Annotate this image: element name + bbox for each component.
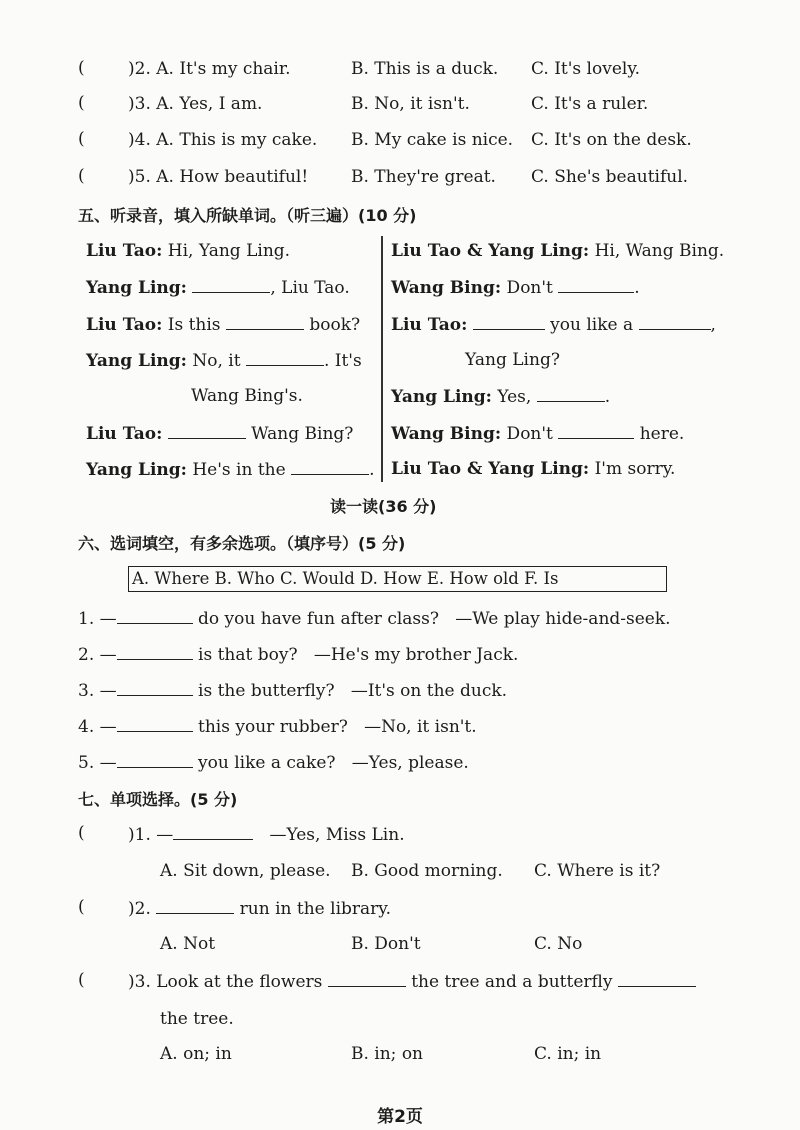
question-text	[128, 897, 391, 920]
option-a: A. This is my cake.	[156, 130, 318, 150]
option-b: B. in; on	[351, 1044, 424, 1064]
speaker-label: Wang Bing:	[391, 424, 502, 444]
dialogue-text: , Liu Tao.	[270, 278, 350, 298]
option-c: C. It's a ruler.	[531, 94, 649, 114]
question-text: is the butterfly?	[198, 681, 335, 701]
option-a: A. Yes, I am.	[156, 94, 263, 114]
read-heading: 读一读(36 分)	[330, 497, 437, 516]
page-number: 第2页	[377, 1107, 423, 1127]
list-item	[78, 607, 671, 630]
option-c: C. in; in	[534, 1044, 602, 1064]
answer-blank[interactable]	[558, 422, 634, 439]
word-bank-options: A. Where B. Who C. Would D. How E. How old F. Is	[132, 569, 559, 588]
dialogue-text: I'm sorry.	[589, 459, 676, 479]
answer-blank[interactable]	[537, 385, 605, 402]
option-b: B. Good morning.	[351, 861, 503, 881]
answer-paren: (	[78, 823, 85, 843]
speaker-label: Liu Tao:	[86, 424, 163, 444]
item-number-option-a	[128, 58, 291, 80]
answer-paren: (	[78, 166, 85, 186]
dialogue-line	[391, 458, 675, 480]
option-b: B. Don't	[351, 934, 421, 954]
answer-blank[interactable]	[246, 349, 324, 366]
answer-paren: (	[78, 970, 85, 990]
option-c: C. Where is it?	[534, 861, 661, 881]
speaker-label: Liu Tao & Yang Ling:	[391, 241, 590, 261]
answer-blank[interactable]	[328, 970, 406, 987]
option-b: B. They're great.	[351, 167, 496, 187]
speaker-label: Yang Ling:	[86, 278, 187, 298]
answer-blank[interactable]	[639, 313, 711, 330]
item-number-option-a	[128, 166, 308, 188]
answer-blank[interactable]	[226, 313, 304, 330]
option-c: C. She's beautiful.	[531, 167, 689, 187]
item-number-option-a	[128, 93, 262, 115]
answer-blank[interactable]	[558, 276, 634, 293]
option-b: B. No, it isn't.	[351, 94, 470, 114]
item-number-option-a	[128, 129, 317, 151]
dialogue-line: Wang Bing's.	[191, 386, 303, 406]
question-text: is that boy?	[198, 645, 298, 665]
option-c: C. It's lovely.	[531, 59, 641, 79]
dialogue-text: .	[604, 387, 611, 407]
answer-text: —Yes, please.	[351, 753, 469, 773]
answer-blank[interactable]	[618, 970, 696, 987]
list-item	[78, 679, 507, 702]
dialogue-text: Don't	[501, 278, 553, 298]
answer-blank[interactable]	[117, 643, 193, 660]
section6-title: 六、选词填空，有多余选项。（填序号）(5 分)	[78, 534, 406, 553]
speaker-label: Liu Tao:	[86, 315, 163, 335]
answer-text: —It's on the duck.	[350, 681, 508, 701]
dialogue-text: here.	[639, 424, 685, 444]
dialogue-text: Is this	[162, 315, 221, 335]
dialogue-text: you like a	[550, 315, 634, 335]
answer-blank[interactable]	[117, 607, 193, 624]
dialogue-text: . It's	[323, 351, 362, 371]
speaker-label: Liu Tao:	[391, 315, 468, 335]
item-number: )3. Look at the flowers	[128, 972, 323, 992]
list-item	[78, 751, 469, 774]
dialogue-line	[391, 240, 724, 262]
question-text-cont: the tree.	[160, 1009, 234, 1029]
answer-text: —He's my brother Jack.	[313, 645, 519, 665]
answer-paren: (	[78, 58, 85, 78]
item-number: 2. —	[78, 645, 117, 665]
option-b: B. My cake is nice.	[351, 130, 514, 150]
answer-blank[interactable]	[291, 458, 369, 475]
word-bank-box	[128, 566, 667, 592]
dialogue-text: book?	[309, 315, 361, 335]
dialogue-text: Yes,	[491, 387, 532, 407]
answer-blank[interactable]	[117, 679, 193, 696]
answer-blank[interactable]	[168, 422, 246, 439]
question-text-rest: run in the library.	[239, 899, 392, 919]
dialogue-line	[86, 422, 353, 445]
question-text: you like a cake?	[198, 753, 336, 773]
item-number: )1. —	[128, 825, 174, 845]
dialogue-line	[86, 276, 350, 299]
item-number: 1. —	[78, 609, 117, 629]
question-text: do you have fun after class?	[198, 609, 439, 629]
dialogue-text: .	[634, 278, 640, 298]
speaker-label: Liu Tao & Yang Ling:	[391, 459, 590, 479]
dialogue-line	[391, 276, 640, 299]
question-text: this your rubber?	[198, 717, 348, 737]
dialogue-text: No, it	[186, 351, 241, 371]
answer-text: —We play hide-and-seek.	[455, 609, 671, 629]
option-c: C. No	[534, 934, 583, 954]
speaker-label: Wang Bing:	[391, 278, 502, 298]
dialogue-line	[86, 349, 362, 372]
speaker-label: Yang Ling:	[86, 460, 187, 480]
item-number: 3. —	[78, 681, 117, 701]
option-a: A. Sit down, please.	[160, 861, 331, 881]
dialogue-line	[391, 422, 684, 445]
answer-paren: (	[78, 129, 85, 149]
list-item	[78, 715, 477, 738]
answer-text: —Yes, Miss Lin.	[269, 825, 405, 845]
option-b: B. This is a duck.	[351, 59, 499, 79]
dialogue-line	[86, 240, 290, 262]
dialogue-line: Yang Ling?	[465, 350, 560, 370]
option-c: C. It's on the desk.	[531, 130, 692, 150]
item-number: )4.	[128, 130, 151, 150]
question-text-mid: the tree and a butterfly	[411, 972, 613, 992]
item-number: 5. —	[78, 753, 117, 773]
answer-paren: (	[78, 93, 85, 113]
item-number: )2.	[128, 899, 151, 919]
option-a: A. Not	[160, 934, 216, 954]
dialogue-line	[86, 313, 360, 336]
dialogue-line	[86, 458, 374, 481]
dialogue-text: Don't	[501, 424, 553, 444]
answer-blank[interactable]	[156, 897, 234, 914]
dialogue-line	[391, 313, 716, 336]
section7-title: 七、单项选择。(5 分)	[78, 790, 238, 809]
dialogue-text: Hi, Yang Ling.	[162, 241, 291, 261]
answer-blank[interactable]	[192, 276, 270, 293]
item-number: 4. —	[78, 717, 117, 737]
speaker-label: Yang Ling:	[391, 387, 492, 407]
item-number: )2.	[128, 59, 151, 79]
dialogue-text: .	[369, 460, 375, 480]
answer-blank[interactable]	[173, 823, 253, 840]
option-a: A. on; in	[160, 1044, 232, 1064]
item-number: )5.	[128, 167, 151, 187]
dialogue-text: Hi, Wang Bing.	[589, 241, 725, 261]
dialogue-divider	[381, 236, 383, 482]
list-item	[78, 643, 518, 666]
option-a: A. It's my chair.	[156, 59, 291, 79]
answer-blank[interactable]	[117, 715, 193, 732]
question-text	[128, 970, 696, 993]
answer-blank[interactable]	[117, 751, 193, 768]
question-text	[128, 823, 405, 846]
item-number: )3.	[128, 94, 151, 114]
answer-text: —No, it isn't.	[364, 717, 477, 737]
option-a: A. How beautiful!	[156, 167, 309, 187]
answer-blank[interactable]	[473, 313, 545, 330]
dialogue-text: He's in the	[186, 460, 286, 480]
dialogue-text: Wang Bing?	[251, 424, 354, 444]
dialogue-line	[391, 385, 610, 408]
section5-title: 五、听录音，填入所缺单词。（听三遍）(10 分)	[78, 206, 417, 225]
dialogue-text: ,	[710, 315, 716, 335]
answer-paren: (	[78, 897, 85, 917]
speaker-label: Yang Ling:	[86, 351, 187, 371]
speaker-label: Liu Tao:	[86, 241, 163, 261]
